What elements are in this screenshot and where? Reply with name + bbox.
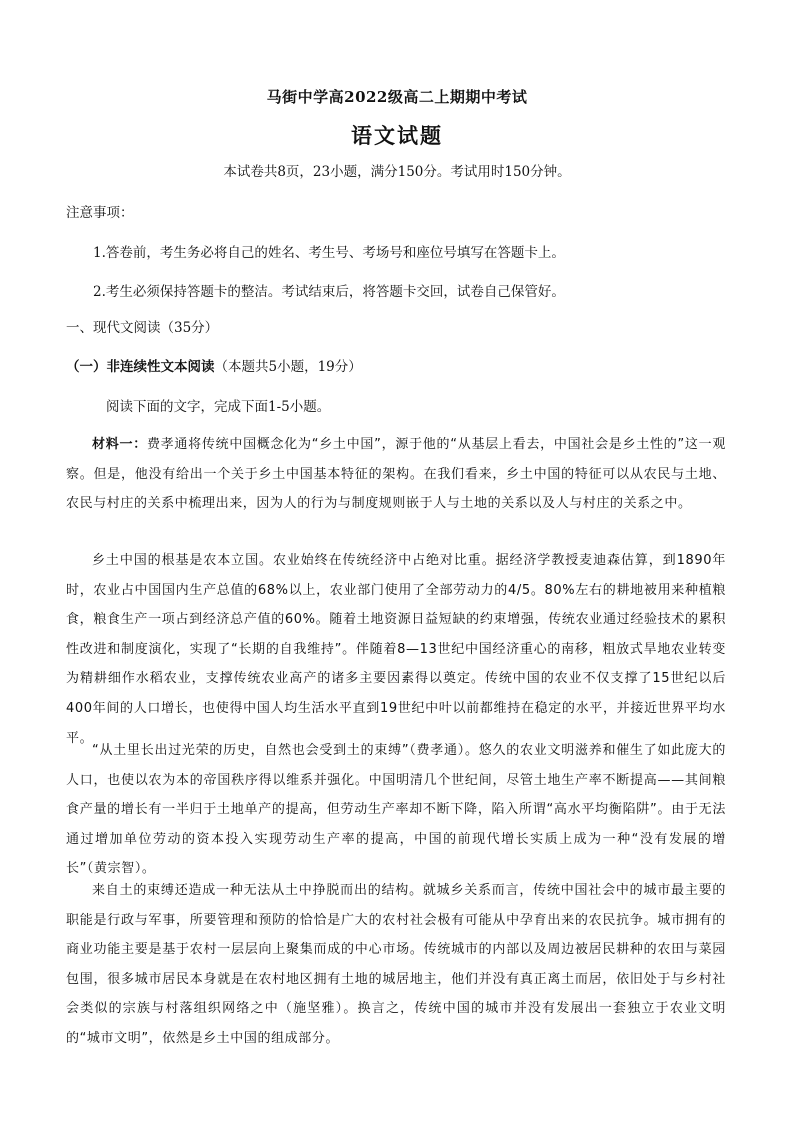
material-text-3: “从土里长出过光荣的历史，自然也会受到土的束缚”（费孝通）。悠久的农业文明滋养和催生了如此庞大的人口，也使以农为本的帝国秩序得以维系并强化。中国明清几个世纪间，尽管土地生产率不断提高——其间粮食产量的增长有一半归于土地单产的提高，但劳动生产率却不断下降，陷入所谓“高水平均衡陷阱”。由于无法通过增加单位劳动的资本投入实现劳动生产率的提高，中国的前现代增长实质上成为一种“没有发展的增长”（黄宗智）。 [66, 743, 726, 877]
sub-section-scoring: （本题共5小题，19分） [214, 359, 362, 375]
subject-title: 语文试题 [351, 123, 443, 148]
material-paragraph-1 [66, 430, 726, 519]
sub-section-heading [66, 357, 362, 377]
sub-section-title: （一）非连续性文本阅读 [66, 359, 215, 375]
material-paragraph-3 [66, 736, 726, 884]
material-label: 材料一： [92, 437, 147, 452]
material-text-2: 乡土中国的根基是农本立国。农业始终在传统经济中占绝对比重。据经济学教授麦迪森估算，到1890年时，农业占中国国内生产总值的68%以上，农业部门使用了全部劳动力的4/5。80%左右的耕地被用来种植粮食，粮食生产一项占到经济总产值的60%。随着土地资源日益短缺的约束增强，传统农业通过经验技术的累积性改进和制度演化，实现了“长期的自我维持”。伴随着8—13世纪中国经济重心的南移，粗放式旱地农业转变为精耕细作水稻农业，支撑传统农业高产的诸多主要因素得以奠定。传统中国的农业不仅支撑了15世纪以后400年间的人口增长，也使得中国人均生活水平直到19世纪中叶以前都维持在稳定的水平，并接近世界平均水平。 [66, 553, 726, 746]
reading-instruction: 阅读下面的文字，完成下面1-5小题。 [106, 399, 331, 415]
section-heading: 一、现代文阅读（35分） [66, 320, 219, 336]
material-text-1: 费孝通将传统中国概念化为“乡土中国”，源于他的“从基层上看去，中国社会是乡土性的”这一观察。但是，他没有给出一个关于乡土中国基本特征的架构。在我们看来，乡土中国的特征可以从农民与土地、农民与村庄的关系中梳理出来，因为人的行为与制度规则嵌于人与土地的关系以及人与村庄的关系之中。 [66, 437, 726, 512]
notice-heading: 注意事项： [66, 205, 134, 221]
notice-item-2: 2.考生必须保持答题卡的整洁。考试结束后，将答题卡交回，试卷自己保管好。 [93, 284, 565, 300]
material-paragraph-2 [66, 546, 726, 753]
school-exam-title: 马街中学高2022级高二上期期中考试 [266, 88, 528, 106]
exam-info: 本试卷共8页，23小题，满分150分。考试用时150分钟。 [223, 164, 571, 180]
material-text-4: 来自土的束缚还造成一种无法从土中挣脱而出的结构。就城乡关系而言，传统中国社会中的城市最主要的职能是行政与军事，所要管理和预防的恰恰是广大的农村社会极有可能从中孕育出来的农民抗争。城市拥有的商业功能主要是基于农村一层层向上聚集而成的中心市场。传统城市的内部以及周边被居民耕种的农田与菜园包围，很多城市居民本身就是在农村地区拥有土地的城居地主，他们并没有真正离土而居，依旧处于与乡村社会类似的宗族与村落组织网络之中（施坚雅）。换言之，传统中国的城市并没有发展出一套独立于农业文明的“城市文明”，依然是乡土中国的组成部分。 [66, 883, 726, 1046]
notice-item-1: 1.答卷前，考生务必将自己的姓名、考生号、考场号和座位号填写在答题卡上。 [93, 245, 565, 261]
material-paragraph-4 [66, 876, 726, 1054]
